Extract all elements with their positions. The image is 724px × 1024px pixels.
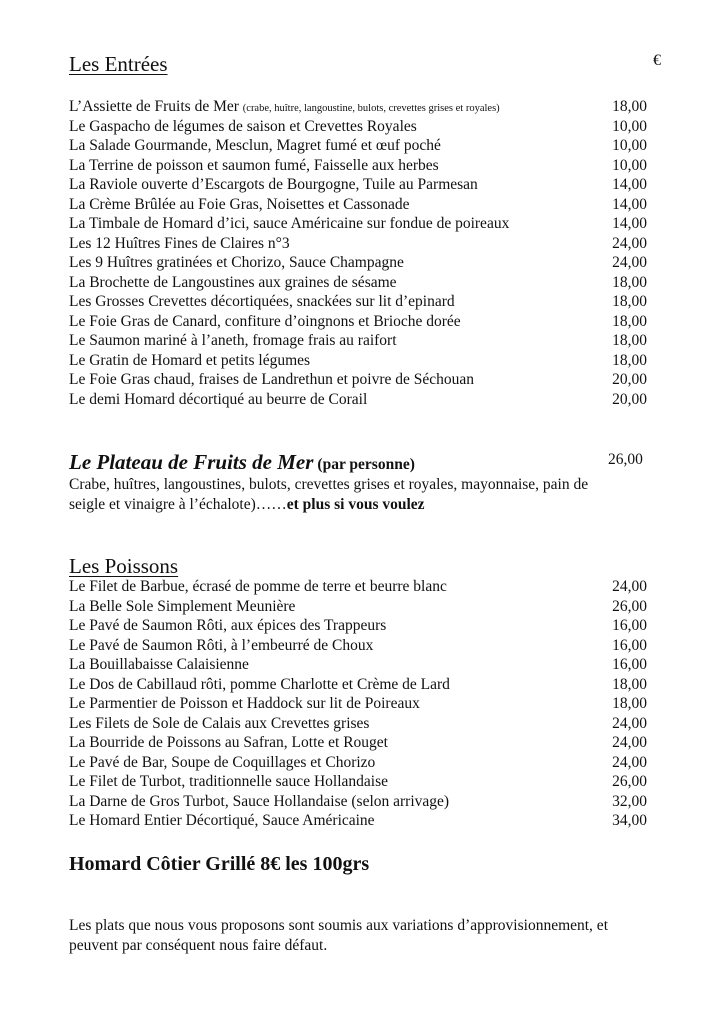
menu-item [69,156,647,176]
menu-item-label: Le demi Homard décortiqué au beurre de Corail [69,390,368,408]
menu-item [69,577,647,597]
menu-item [69,792,647,812]
menu-item-note: (crabe, huître, langoustine, bulots, crevettes grises et royales) [242,103,500,114]
menu-item-label: Le Pavé de Saumon Rôti, aux épices des Trappeurs [69,617,387,634]
menu-item [69,714,647,734]
menu-item-name [69,792,449,812]
menu-item [69,331,647,351]
menu-item [69,636,647,656]
menu-item-name [69,655,249,675]
menu-item-label: Les 12 Huîtres Fines de Claires n°3 [69,234,290,252]
currency-symbol: € [653,52,661,69]
menu-item-name [69,195,409,215]
menu-item-label: Le Pavé de Saumon Rôti, à l’embeurré de Choux [69,636,374,654]
menu-item-label: Les Filets de Sole de Calais aux Crevettes grises [69,714,370,732]
menu-item-price: 16,00 [612,617,647,634]
menu-item-name [69,577,447,597]
menu-item-name [69,136,441,156]
menu-item-price: 24,00 [612,254,647,271]
menu-item-label: Le Pavé de Bar, Soupe de Coquillages et Chorizo [69,753,376,771]
menu-item-label: Les 9 Huîtres gratinées et Chorizo, Sauce Champagne [69,254,404,271]
menu-item [69,772,647,792]
menu-item [69,753,647,773]
menu-item-price: 26,00 [612,597,647,615]
menu-item-price: 18,00 [612,98,647,115]
menu-item [69,655,647,675]
plateau-description-text: Crabe, huîtres, langoustines, bulots, crevettes grises et royales, mayonnaise, pain de seigle et vinaigre à l’échalote)…… [69,476,589,513]
plateau-description [69,475,599,515]
menu-item-label: Le Gratin de Homard et petits légumes [69,351,311,369]
menu-item-name [69,292,455,312]
menu-item-label: Le Dos de Cabillaud rôti, pomme Charlotte et Crème de Lard [69,675,450,693]
menu-item-label: La Timbale de Homard d’ici, sauce Américaine sur fondue de poireaux [69,215,510,232]
menu-item-price: 10,00 [612,117,647,135]
menu-item-label: Le Saumon mariné à l’aneth, fromage frais au raifort [69,332,397,349]
homard-grille: Homard Côtier Grillé 8€ les 100grs [69,853,370,875]
menu-item [69,597,647,617]
menu-item-price: 34,00 [612,812,647,829]
menu-item-price: 20,00 [612,390,647,408]
menu-item-price: 10,00 [612,156,647,174]
menu-item-name [69,156,439,176]
menu-item [69,811,647,831]
menu-item-name [69,772,388,792]
menu-item [69,351,647,371]
plateau-extra: et plus si vous voulez [286,496,425,513]
menu-item-name [69,331,397,351]
menu-item [69,273,647,293]
menu-item-price: 18,00 [612,312,647,330]
menu-item-label: La Bouillabaisse Calaisienne [69,656,249,673]
menu-item [69,214,647,234]
menu-item-name [69,714,369,734]
menu-item-name [69,234,290,254]
menu-item-name [69,175,478,195]
menu-item-label: L’Assiette de Fruits de Mer [69,98,239,115]
menu-item-name [69,273,397,293]
menu-item-price: 26,00 [612,773,647,790]
plateau-header [69,450,415,475]
plateau-price: 26,00 [608,451,643,468]
menu-item [69,117,647,137]
menu-item-name [69,675,450,695]
menu-item-label: La Bourride de Poissons au Safran, Lotte et Rouget [69,734,388,751]
menu-item [69,675,647,695]
plateau-subtitle: (par personne) [317,456,415,473]
entrees-list [69,97,647,409]
menu-item-name [69,753,375,773]
menu-item-price: 24,00 [612,753,647,771]
menu-item-price: 24,00 [612,734,647,751]
menu-item-price: 24,00 [612,578,647,595]
menu-item-name [69,616,386,636]
menu-item-price: 24,00 [612,234,647,252]
menu-item-name [69,312,461,332]
menu-item-label: Le Foie Gras de Canard, confiture d’oingnons et Brioche dorée [69,312,461,330]
menu-item-name [69,351,310,371]
menu-item-price: 32,00 [612,792,647,810]
menu-item-name [69,733,388,753]
menu-item-name [69,117,417,137]
menu-item-label: Le Homard Entier Décortiqué, Sauce Américaine [69,812,375,829]
poissons-list [69,577,647,831]
menu-item [69,390,647,410]
menu-item-price: 18,00 [612,675,647,693]
menu-item-name [69,253,404,273]
menu-item-label: Le Parmentier de Poisson et Haddock sur lit de Poireaux [69,695,420,712]
menu-item-name [69,97,500,119]
menu-item-name [69,214,509,234]
menu-item-label: La Terrine de poisson et saumon fumé, Faisselle aux herbes [69,156,439,174]
menu-item [69,616,647,636]
menu-item [69,370,647,390]
footnote: Les plats que nous vous proposons sont soumis aux variations d’approvisionnement, et peuvent par conséquent nous faire défaut. [69,917,608,954]
menu-item [69,253,647,273]
menu-item-price: 24,00 [612,714,647,732]
plateau-title: Le Plateau de Fruits de Mer [69,450,314,474]
menu-item-label: Le Foie Gras chaud, fraises de Landrethun et poivre de Séchouan [69,371,475,388]
menu-item-price: 18,00 [612,695,647,712]
menu-item-label: Le Filet de Turbot, traditionnelle sauce Hollandaise [69,773,388,790]
menu-item-name [69,811,375,831]
menu-item-price: 18,00 [612,351,647,369]
menu-item-name [69,597,295,617]
menu-item-price: 16,00 [612,656,647,673]
menu-item-label: La Belle Sole Simplement Meunière [69,597,296,615]
menu-item-label: La Brochette de Langoustines aux graines de sésame [69,273,397,291]
menu-item-name [69,390,367,410]
menu-item-price: 18,00 [612,332,647,349]
entrees-heading: Les Entrées [69,52,168,76]
menu-item-label: Le Gaspacho de légumes de saison et Crevettes Royales [69,117,417,135]
menu-item-label: La Salade Gourmande, Mesclun, Magret fumé et œuf poché [69,137,441,154]
menu-item [69,292,647,312]
menu-item-label: Le Filet de Barbue, écrasé de pomme de terre et beurre blanc [69,578,447,595]
menu-item-label: La Darne de Gros Turbot, Sauce Hollandaise (selon arrivage) [69,792,450,810]
menu-item-name [69,370,474,390]
menu-item [69,195,647,215]
poissons-heading: Les Poissons [69,554,179,578]
menu-item-price: 14,00 [612,176,647,193]
menu-item [69,175,647,195]
menu-item-label: La Raviole ouverte d’Escargots de Bourgogne, Tuile au Parmesan [69,176,478,193]
menu-item-name [69,694,420,714]
menu-item [69,234,647,254]
menu-item-name [69,636,373,656]
menu-item [69,694,647,714]
menu-item-price: 16,00 [612,636,647,654]
menu-item [69,312,647,332]
menu-item-label: Les Grosses Crevettes décortiquées, snackées sur lit d’epinard [69,293,455,310]
menu-item [69,97,647,117]
menu-item-label: La Crème Brûlée au Foie Gras, Noisettes et Cassonade [69,195,410,213]
menu-item-price: 10,00 [612,137,647,154]
menu-item-price: 18,00 [612,273,647,291]
menu-item [69,733,647,753]
menu-item-price: 18,00 [612,293,647,310]
menu-item-price: 20,00 [612,371,647,388]
menu-item-price: 14,00 [612,215,647,232]
menu-item-price: 14,00 [612,195,647,213]
menu-item [69,136,647,156]
